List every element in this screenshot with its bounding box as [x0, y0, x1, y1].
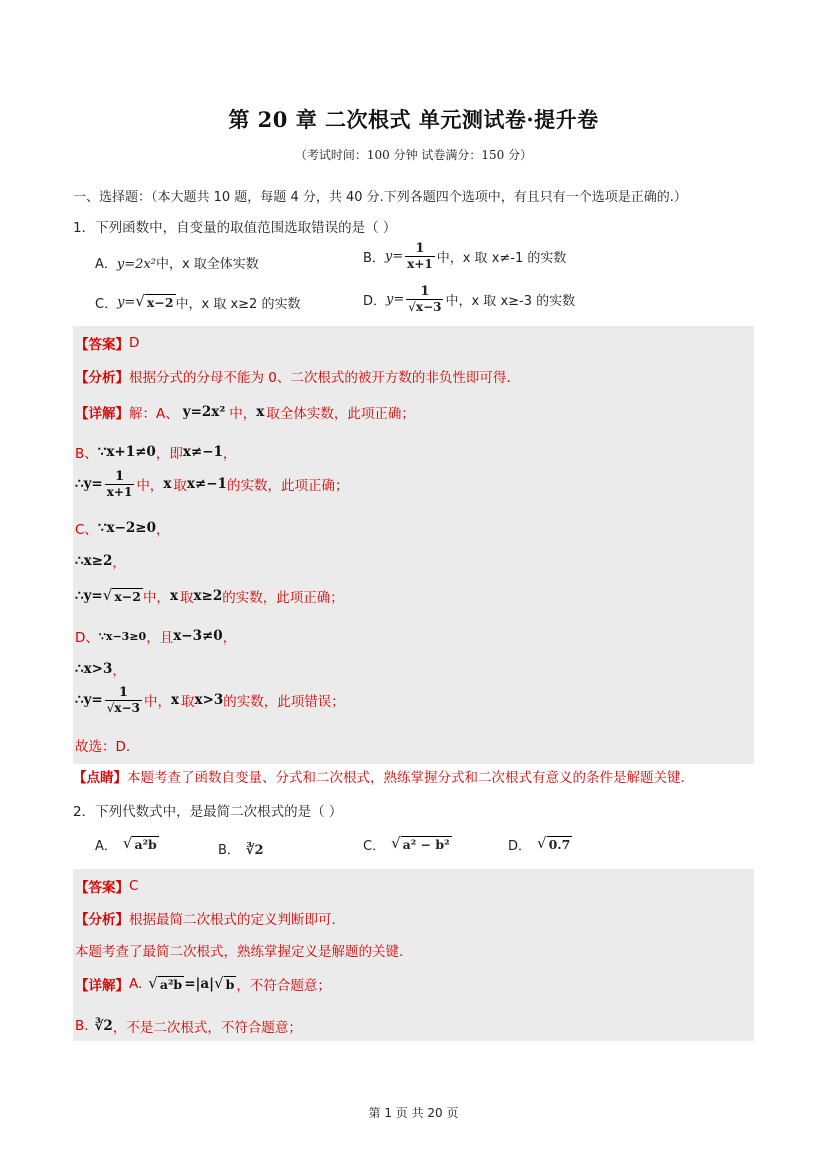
fraction-denominator: √x−3 [408, 299, 442, 314]
answer-tag: 【答案】 [75, 880, 129, 896]
text: ， [222, 630, 237, 646]
option-text: 中，x 取全体实数 [155, 257, 259, 272]
radicand: x−3 [415, 299, 442, 314]
q2-detail-line-2 [75, 1016, 302, 1036]
fraction [105, 470, 135, 498]
option-formula: y= [117, 295, 136, 310]
option-label: B． [363, 250, 385, 266]
formula: x≥2 [193, 588, 223, 604]
radical: √ 0.7 [537, 834, 571, 853]
answer-tag: 【答案】 [75, 337, 129, 353]
option-formula: y= [384, 248, 404, 264]
text: B、 [75, 446, 98, 462]
analysis-text: 本题考查了最简二次根式，熟练掌握定义是解题的关键. [75, 944, 404, 960]
q1-option-b [363, 242, 566, 270]
fraction-denominator: x+1 [106, 484, 133, 499]
q2-analysis-2 [75, 940, 403, 960]
text: ，不符合题意； [236, 978, 331, 994]
detail-tag: 【详解】 [75, 978, 129, 994]
answer-value: D [129, 335, 140, 351]
formula: ∛2 [94, 1018, 113, 1034]
fraction-numerator: 1 [118, 685, 128, 700]
answer-value: C [129, 878, 139, 894]
option-label: B． [218, 843, 240, 858]
text: D、 [75, 630, 99, 646]
option-label: D． [363, 293, 387, 309]
radical: √ a²b [148, 973, 183, 992]
fraction [405, 242, 435, 270]
q1-detail-line-2 [75, 442, 236, 462]
text: ，且 [146, 630, 174, 646]
q1-analysis [75, 366, 511, 386]
text: ， [112, 555, 126, 571]
q1-detail-line-9 [75, 686, 345, 714]
formula: x [170, 692, 180, 709]
option-label: C． [95, 297, 118, 312]
formula: ∴x>3 [75, 661, 113, 677]
analysis-text: 根据分式的分母不能为 0、二次根式的被开方数的非负性即可得. [129, 370, 511, 386]
formula: x [256, 404, 265, 420]
formula: x≠−1 [186, 476, 227, 493]
formula: ∴x≥2 [75, 553, 113, 569]
q2-detail-line-1 [75, 974, 331, 994]
q2-analysis [75, 908, 336, 928]
option-formula: y=2x² [116, 257, 156, 272]
q1-detail-line-7 [75, 626, 236, 646]
radical: √ a² − b² [391, 834, 450, 853]
analysis-text: 根据最简二次根式的定义判断即可. [129, 912, 336, 928]
fraction-numerator: 1 [420, 284, 430, 299]
text: B. [75, 1018, 89, 1034]
formula: ∵x+1≠0 [97, 444, 156, 460]
q1-review [73, 766, 685, 786]
question-1-stem: 1．下列函数中，自变量的取值范围选取错误的是（ ） [73, 220, 397, 236]
text: 中， [143, 694, 171, 711]
fraction [406, 285, 443, 313]
q1-choose [75, 735, 130, 755]
q1-detail-line-1 [75, 402, 415, 422]
formula: y=2x² [182, 404, 226, 420]
text: 的实数，此项正确； [222, 590, 344, 606]
q1-option-d [363, 285, 575, 313]
text: A. [129, 976, 143, 992]
formula: x−3≠0 [173, 628, 223, 644]
text: 取 [180, 590, 194, 606]
exam-info: （考试时间：100 分钟 试卷满分：150 分） [294, 148, 533, 162]
q2-option-c [363, 835, 452, 854]
q2-option-d [508, 835, 572, 854]
option-text: 中，x 取 x≥2 的实数 [175, 297, 301, 312]
text: ， [156, 522, 170, 538]
option-label: A． [95, 839, 117, 854]
radicand: x−2 [146, 295, 174, 311]
formula: x [163, 476, 172, 493]
option-label: D． [508, 839, 532, 854]
review-text: 本题考查了函数自变量、分式和二次根式，熟练掌握分式和二次根式有意义的条件是解题关键. [127, 770, 685, 786]
formula: x>3 [194, 692, 224, 709]
option-label: C． [363, 839, 386, 854]
text: 取 [173, 478, 187, 495]
q1-detail-line-8 [75, 659, 126, 679]
page-title: 第 20 章 二次根式 单元测试卷·提升卷 [228, 107, 599, 132]
fraction [105, 686, 142, 714]
formula: ∴y= [75, 692, 103, 709]
option-label: A． [95, 257, 117, 272]
q2-option-b [218, 839, 264, 858]
q1-detail-line-3 [75, 470, 348, 498]
radical: √ x−2 [135, 292, 174, 311]
formula: ∵x−2≥0 [97, 520, 156, 536]
radical: √ a²b [122, 834, 157, 853]
q1-answer [75, 333, 139, 353]
text: C、 [75, 522, 98, 538]
formula: =|a| [184, 976, 215, 992]
text: 故选：D. [75, 739, 131, 755]
text: 中， [142, 590, 170, 606]
detail-tag: 【详解】 [75, 406, 129, 422]
radical: √ x−2 [102, 585, 141, 604]
section-heading: 一、选择题：（本大题共 10 题，每题 4 分，共 40 分.下列各题四个选项中，有且只有一个选项是正确的.） [73, 190, 687, 205]
option-text: 中，x 取 x≥-3 的实数 [445, 293, 576, 309]
fraction-numerator: 1 [415, 241, 425, 256]
text: 取全体实数，此项正确； [266, 406, 415, 422]
review-tag: 【点睛】 [73, 770, 127, 786]
radicand: a²b [159, 976, 183, 992]
text: 中， [136, 478, 164, 495]
fraction-denominator: √x−3 [106, 700, 140, 715]
formula: ∵x−3≥0 [98, 629, 147, 643]
radicand: 0.7 [548, 837, 571, 853]
option-formula: y= [386, 291, 405, 307]
option-formula: ∛2 [245, 843, 264, 858]
q1-detail-line-6 [75, 586, 344, 606]
q1-option-c [95, 293, 300, 312]
analysis-tag: 【分析】 [75, 370, 129, 386]
text: 的实数，此项错误； [223, 694, 345, 711]
text: 中， [229, 406, 257, 422]
fraction-numerator: 1 [115, 469, 125, 484]
text: ， [112, 663, 126, 679]
radical: √ b [214, 973, 235, 992]
formula: ∴y= [75, 476, 103, 493]
analysis-tag: 【分析】 [75, 912, 129, 928]
text: ， [222, 446, 237, 462]
q2-option-a [95, 835, 159, 854]
text: 解：A、 [129, 406, 179, 422]
question-2-stem: 2．下列代数式中，是最简二次根式的是（ ） [73, 804, 343, 820]
radicand: a² − b² [402, 837, 450, 853]
text: ，即 [155, 446, 183, 462]
text: ，不是二次根式，不符合题意； [112, 1020, 302, 1036]
option-text: 中，x 取 x≠-1 的实数 [436, 250, 567, 266]
page-footer: 第 1 页 共 20 页 [368, 1106, 459, 1120]
formula: ∴y= [75, 588, 103, 604]
radicand: x−3 [114, 700, 140, 715]
q1-detail-line-4 [75, 518, 170, 538]
formula: x [169, 588, 178, 604]
radicand: b [225, 976, 235, 992]
formula: x≠−1 [182, 444, 223, 460]
radicand: a²b [134, 837, 157, 853]
fraction-denominator: x+1 [407, 256, 433, 271]
q1-option-a [95, 253, 259, 272]
q1-detail-line-5 [75, 551, 126, 571]
text: 取 [181, 694, 195, 711]
text: 的实数，此项正确； [226, 478, 349, 495]
radicand: x−2 [114, 588, 141, 604]
q2-answer [75, 876, 138, 896]
